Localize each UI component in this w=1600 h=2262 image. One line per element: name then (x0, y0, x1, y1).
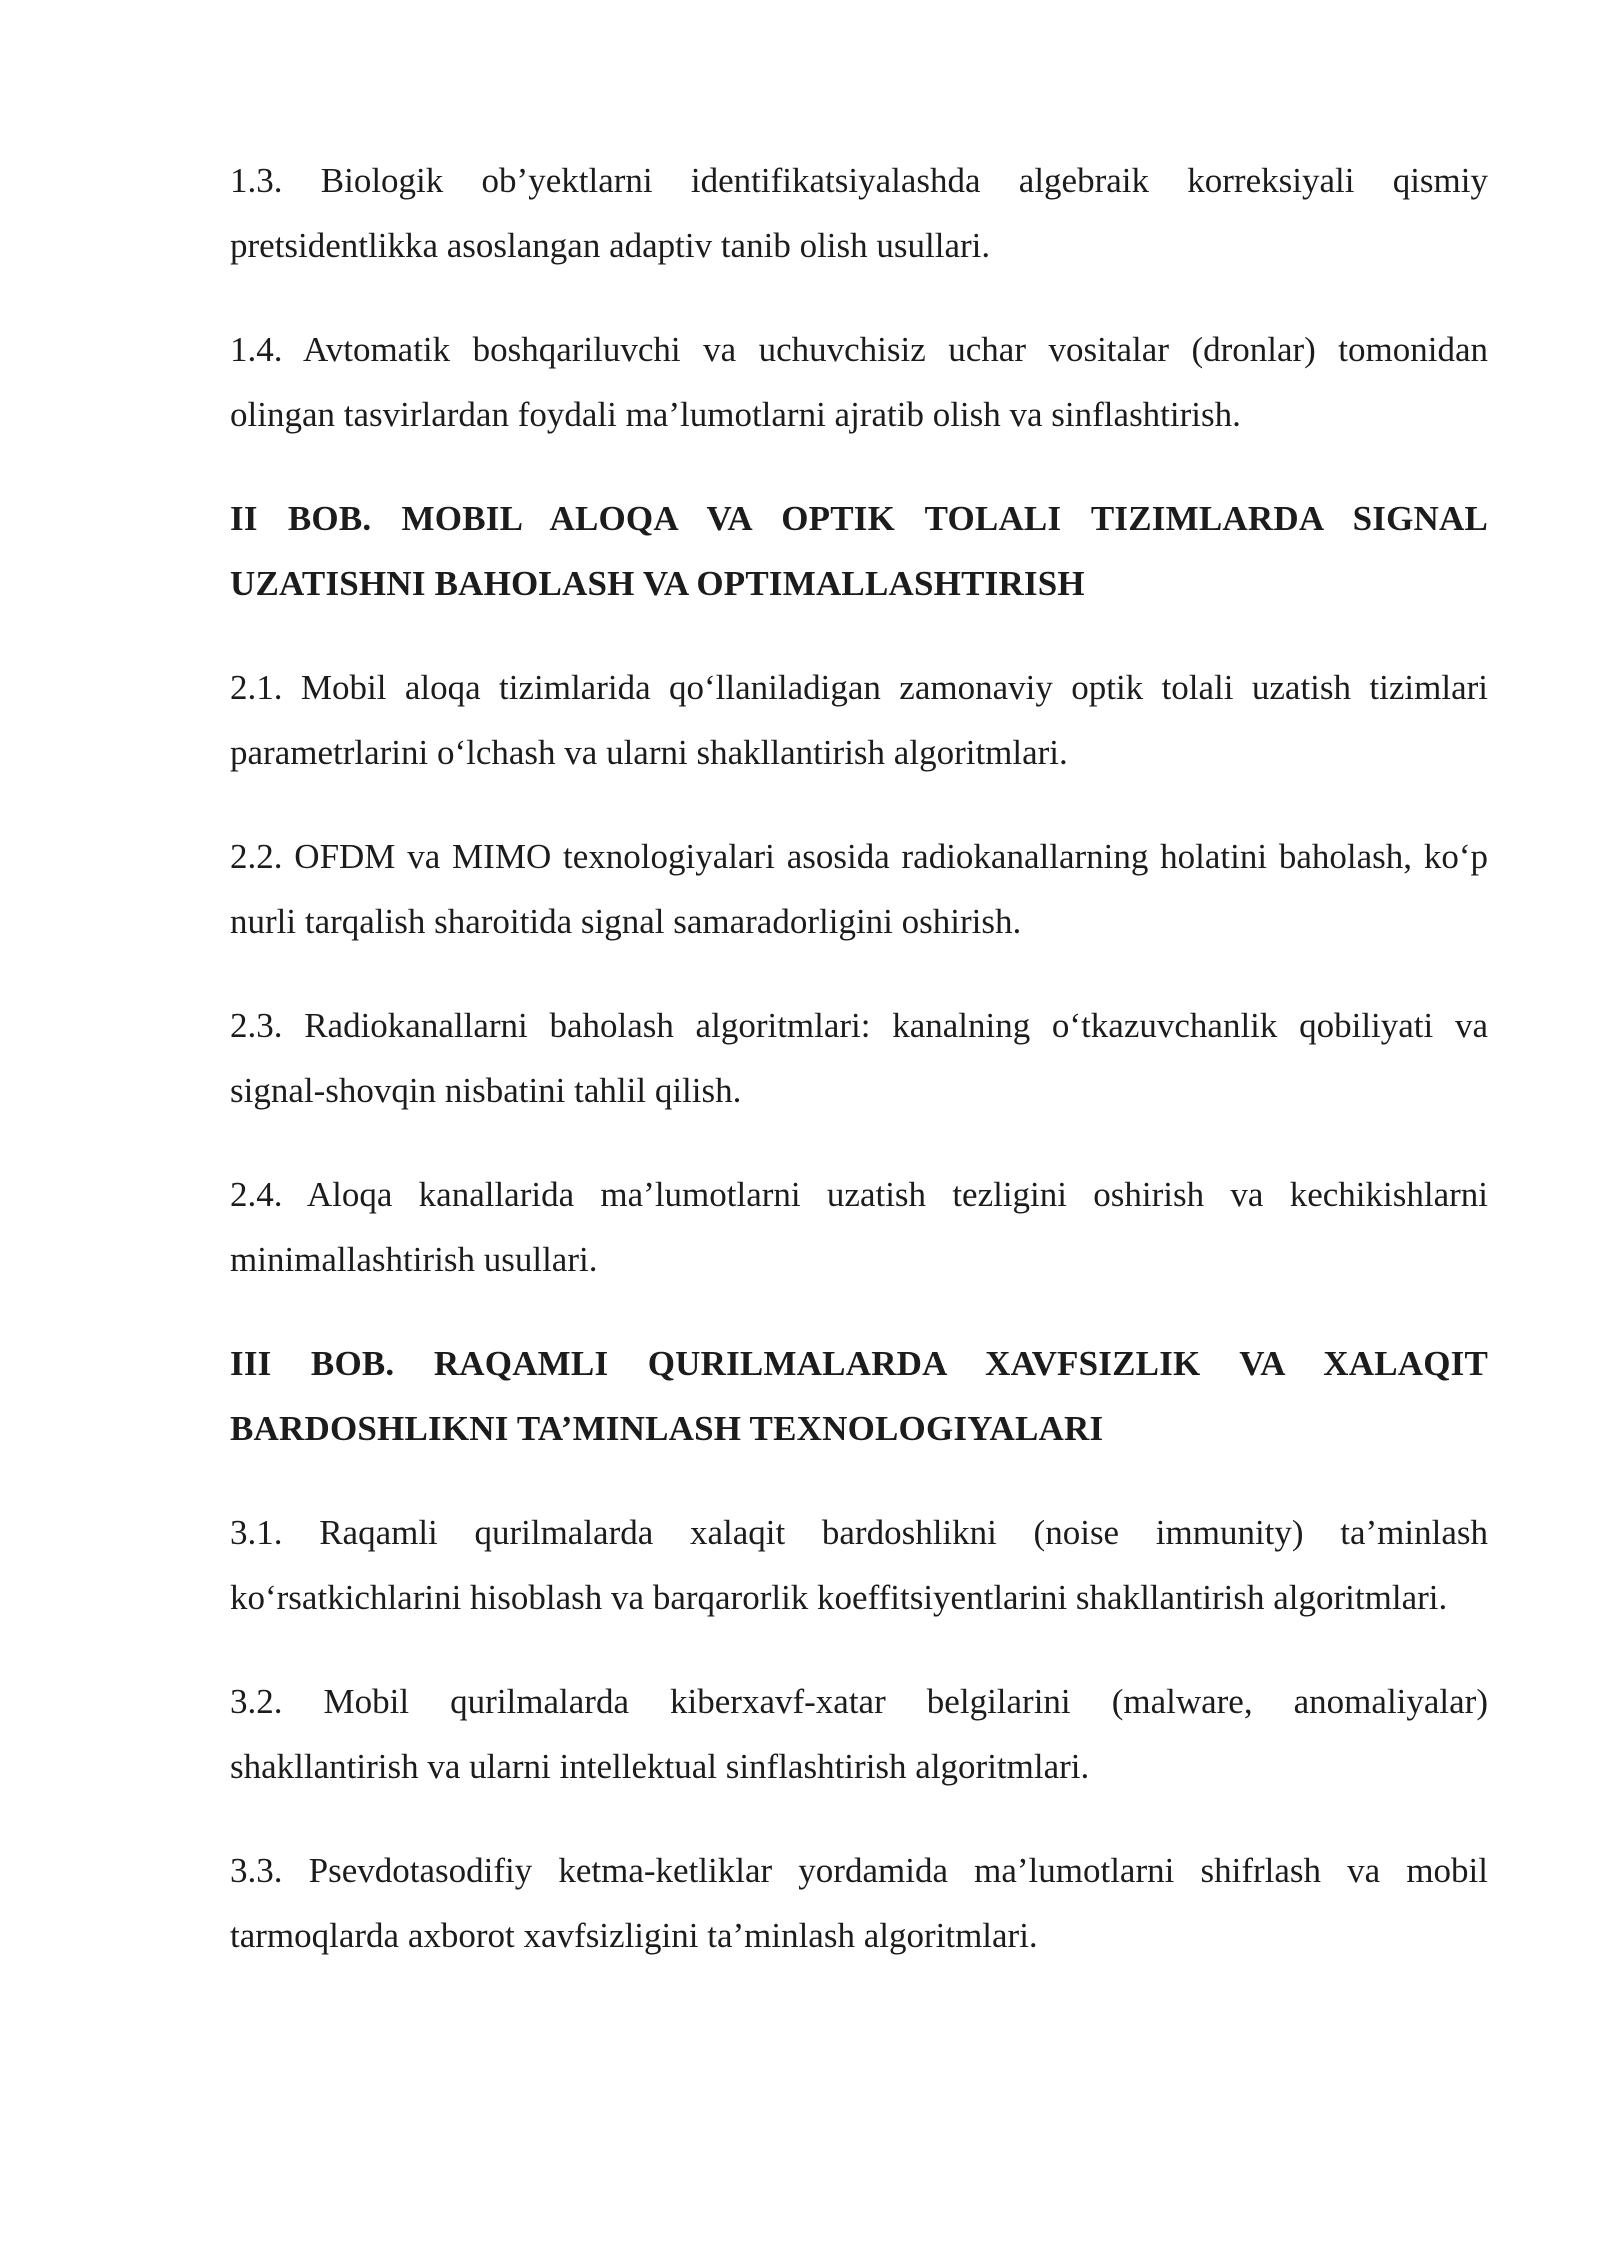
section-1-4-paragraph: 1.4. Avtomatik boshqariluvchi va uchuvchisiz uchar vositalar (dronlar) tomonidan olingan tasvirlardan foydali ma’lumotlarni ajratib olish va sinflashtirish. (230, 330, 1488, 434)
chapter-3-heading: III BOB. RAQAMLI QURILMALARDA XAVFSIZLIK VA XALAQIT BARDOSHLIKNI TA’MINLASH TEXNOLOGIYALARI (230, 1344, 1488, 1448)
chapter-2-heading: II BOB. MOBIL ALOQA VA OPTIK TOLALI TIZIMLARDA SIGNAL UZATISHNI BAHOLASH VA OPTIMALLASHTIRISH (230, 499, 1488, 603)
section-1-3-paragraph: 1.3. Biologik ob’yektlarni identifikatsiyalashda algebraik korreksiyali qismiy pretsidentlikka asoslangan adaptiv tanib olish usullari. (230, 161, 1488, 265)
section-2-4-paragraph: 2.4. Aloqa kanallarida ma’lumotlarni uzatish tezligini oshirish va kechikishlarni minimallashtirish usullari. (230, 1175, 1488, 1279)
document-page (230, 148, 1488, 2007)
section-2-3-paragraph: 2.3. Radiokanallarni baholash algoritmlari: kanalning o‘tkazuvchanlik qobiliyati va signal-shovqin nisbatini tahlil qilish. (230, 1006, 1488, 1110)
section-3-1-paragraph: 3.1. Raqamli qurilmalarda xalaqit bardoshlikni (noise immunity) ta’minlash ko‘rsatkichlarini hisoblash va barqarorlik koeffitsiyentlarini shakllantirish algoritmlari. (230, 1513, 1488, 1617)
section-2-1-paragraph: 2.1. Mobil aloqa tizimlarida qo‘llaniladigan zamonaviy optik tolali uzatish tizimlari parametrlarini o‘lchash va ularni shakllantirish algoritmlari. (230, 668, 1488, 772)
section-3-3-paragraph: 3.3. Psevdotasodifiy ketma-ketliklar yordamida ma’lumotlarni shifrlash va mobil tarmoqlarda axborot xavfsizligini ta’minlash algoritmlari. (230, 1851, 1488, 1955)
section-3-2-paragraph: 3.2. Mobil qurilmalarda kiberxavf-xatar belgilarini (malware, anomaliyalar) shakllantirish va ularni intellektual sinflashtirish algoritmlari. (230, 1682, 1488, 1786)
section-2-2-paragraph: 2.2. OFDM va MIMO texnologiyalari asosida radiokanallarning holatini baholash, ko‘p nurli tarqalish sharoitida signal samaradorligini oshirish. (230, 837, 1488, 941)
